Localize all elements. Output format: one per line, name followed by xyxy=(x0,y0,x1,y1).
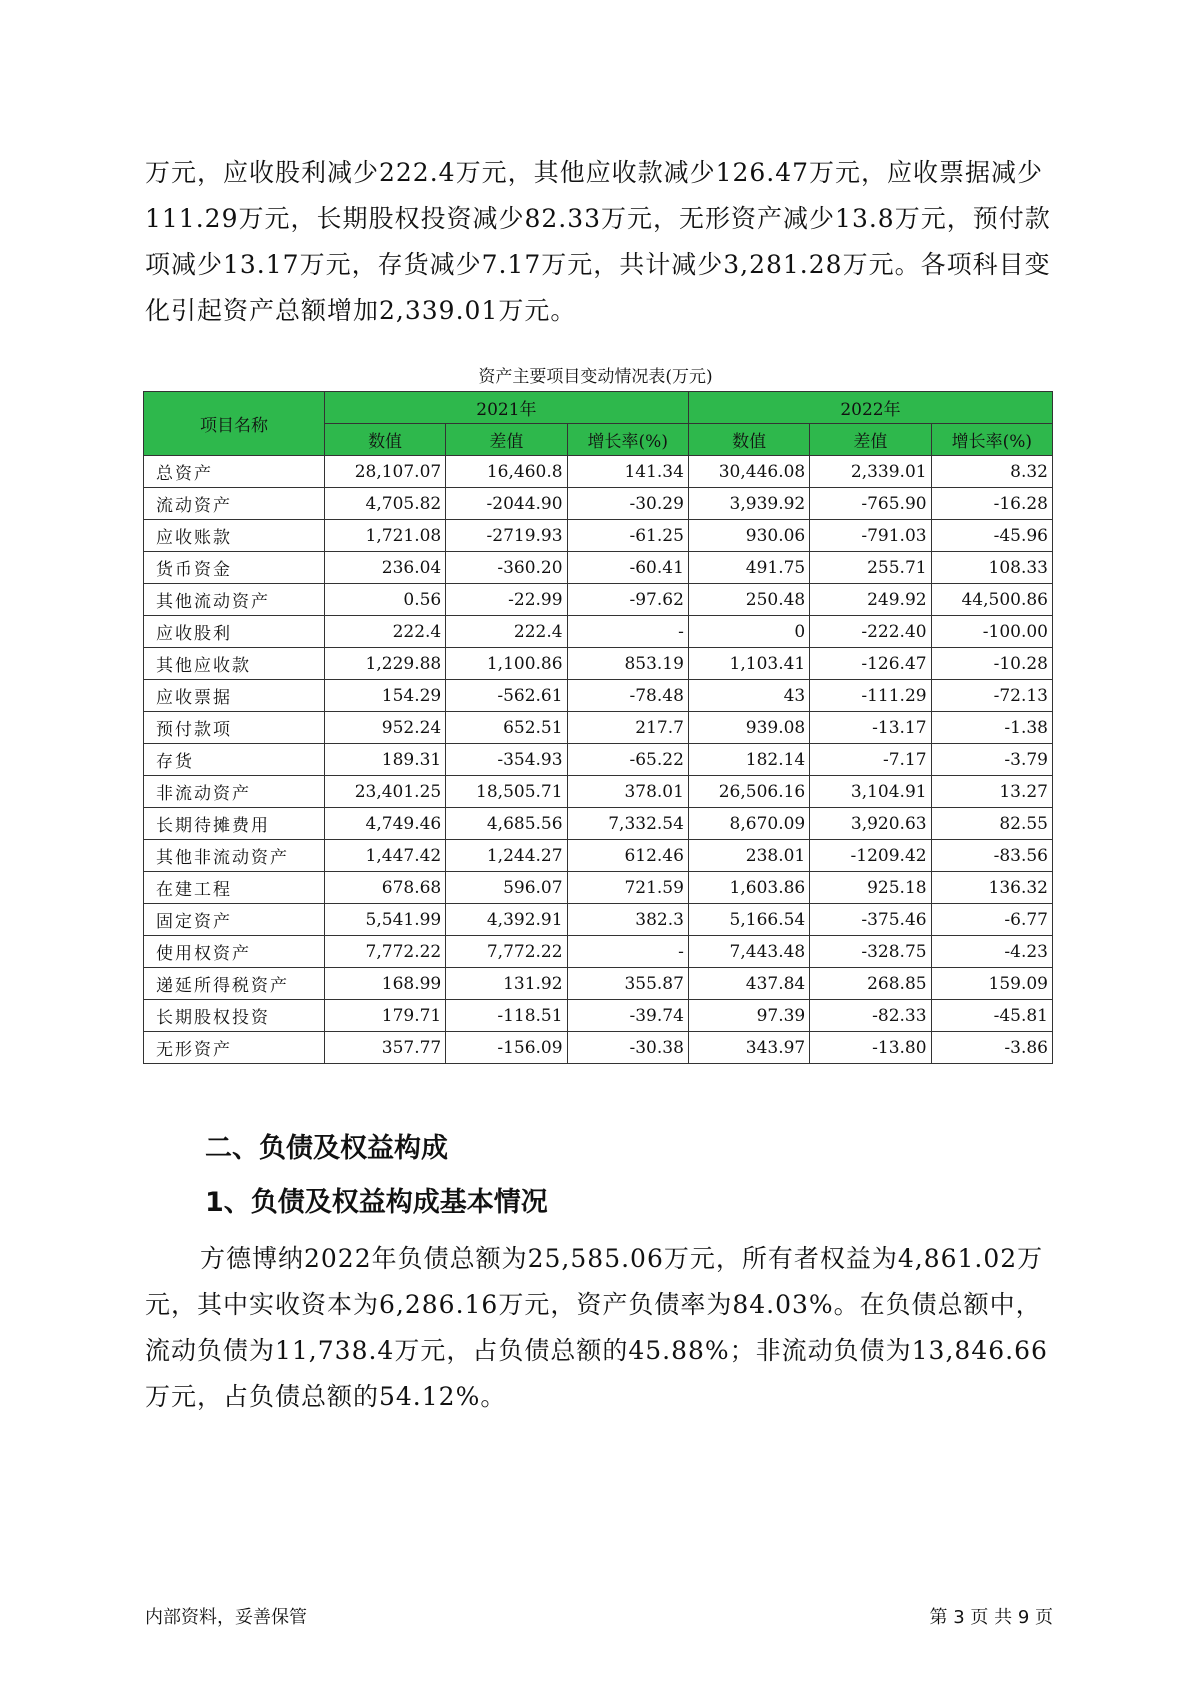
table-cell-value: 179.71 xyxy=(324,1000,445,1032)
section-heading-liabilities: 二、负债及权益构成 xyxy=(205,1133,448,1164)
table-cell-value: -126.47 xyxy=(810,648,931,680)
table-cell-value: -328.75 xyxy=(810,936,931,968)
table-cell-item-name: 存货 xyxy=(144,744,325,776)
table-cell-value: 222.4 xyxy=(324,616,445,648)
table-cell-value: 159.09 xyxy=(931,968,1052,1000)
table-cell-value: -354.93 xyxy=(446,744,567,776)
table-cell-value: 853.19 xyxy=(567,648,688,680)
table-cell-value: 4,685.56 xyxy=(446,808,567,840)
table-cell-value: 30,446.08 xyxy=(688,456,809,488)
table-cell-value: -30.29 xyxy=(567,488,688,520)
table-cell-value: 1,603.86 xyxy=(688,872,809,904)
table-cell-value: -156.09 xyxy=(446,1032,567,1064)
table-cell-value: 378.01 xyxy=(567,776,688,808)
footer-page-number: 第 3 页 共 9 页 xyxy=(929,1607,1053,1628)
table-row xyxy=(144,744,1053,776)
table-cell-value: -791.03 xyxy=(810,520,931,552)
table-cell-value: 182.14 xyxy=(688,744,809,776)
table-cell-value: -222.40 xyxy=(810,616,931,648)
table-cell-value: 136.32 xyxy=(931,872,1052,904)
table-cell-item-name: 总资产 xyxy=(144,456,325,488)
table-cell-item-name: 在建工程 xyxy=(144,872,325,904)
table-row xyxy=(144,680,1053,712)
table-cell-value: -118.51 xyxy=(446,1000,567,1032)
table-cell-value: 3,939.92 xyxy=(688,488,809,520)
table-cell-item-name: 应收票据 xyxy=(144,680,325,712)
table-cell-item-name: 应收股利 xyxy=(144,616,325,648)
header-2021-diff: 差值 xyxy=(446,424,567,456)
table-cell-value: 4,749.46 xyxy=(324,808,445,840)
table-cell-value: - xyxy=(567,616,688,648)
table-cell-value: -1209.42 xyxy=(810,840,931,872)
table-cell-value: 652.51 xyxy=(446,712,567,744)
table-cell-value: 189.31 xyxy=(324,744,445,776)
table-row xyxy=(144,456,1053,488)
table-cell-value: -13.17 xyxy=(810,712,931,744)
table-cell-value: 249.92 xyxy=(810,584,931,616)
table-cell-value: 8.32 xyxy=(931,456,1052,488)
table-cell-value: 925.18 xyxy=(810,872,931,904)
table-cell-value: 343.97 xyxy=(688,1032,809,1064)
table-cell-item-name: 递延所得税资产 xyxy=(144,968,325,1000)
table-cell-value: 596.07 xyxy=(446,872,567,904)
table-cell-value: 131.92 xyxy=(446,968,567,1000)
header-2021-value: 数值 xyxy=(324,424,445,456)
table-cell-value: 236.04 xyxy=(324,552,445,584)
header-2021-growth: 增长率(%) xyxy=(567,424,688,456)
header-item-name: 项目名称 xyxy=(144,392,325,456)
table-row xyxy=(144,808,1053,840)
table-cell-value: -61.25 xyxy=(567,520,688,552)
table-cell-value: 4,392.91 xyxy=(446,904,567,936)
footer-confidential-note: 内部资料，妥善保管 xyxy=(145,1607,307,1628)
table-cell-value: -2719.93 xyxy=(446,520,567,552)
table-row xyxy=(144,584,1053,616)
table-cell-value: -22.99 xyxy=(446,584,567,616)
table-body xyxy=(144,456,1053,1064)
table-caption: 资产主要项目变动情况表(万元) xyxy=(478,367,713,387)
table-cell-value: -562.61 xyxy=(446,680,567,712)
table-cell-value: 491.75 xyxy=(688,552,809,584)
subsection-heading-liabilities-basic: 1、负债及权益构成基本情况 xyxy=(205,1187,548,1218)
table-cell-value: 255.71 xyxy=(810,552,931,584)
table-cell-value: -4.23 xyxy=(931,936,1052,968)
table-cell-item-name: 预付款项 xyxy=(144,712,325,744)
table-row xyxy=(144,776,1053,808)
table-cell-value: 355.87 xyxy=(567,968,688,1000)
table-cell-value: -45.96 xyxy=(931,520,1052,552)
table-cell-item-name: 无形资产 xyxy=(144,1032,325,1064)
table-row xyxy=(144,552,1053,584)
header-year-2022: 2022年 xyxy=(688,392,1052,424)
table-cell-value: 5,541.99 xyxy=(324,904,445,936)
table-cell-value: 82.55 xyxy=(931,808,1052,840)
table-cell-value: 97.39 xyxy=(688,1000,809,1032)
header-2022-diff: 差值 xyxy=(810,424,931,456)
table-cell-value: 3,920.63 xyxy=(810,808,931,840)
table-cell-value: -39.74 xyxy=(567,1000,688,1032)
table-cell-item-name: 其他流动资产 xyxy=(144,584,325,616)
table-cell-value: 44,500.86 xyxy=(931,584,1052,616)
table-row xyxy=(144,904,1053,936)
table-cell-value: -360.20 xyxy=(446,552,567,584)
table-cell-value: 108.33 xyxy=(931,552,1052,584)
table-cell-value: 1,100.86 xyxy=(446,648,567,680)
table-cell-value: 7,332.54 xyxy=(567,808,688,840)
table-cell-value: 43 xyxy=(688,680,809,712)
table-cell-value: 1,721.08 xyxy=(324,520,445,552)
table-cell-value: 939.08 xyxy=(688,712,809,744)
table-cell-value: -7.17 xyxy=(810,744,931,776)
table-cell-value: 437.84 xyxy=(688,968,809,1000)
table-cell-value: 5,166.54 xyxy=(688,904,809,936)
table-cell-item-name: 其他非流动资产 xyxy=(144,840,325,872)
table-cell-item-name: 流动资产 xyxy=(144,488,325,520)
table-cell-item-name: 使用权资产 xyxy=(144,936,325,968)
table-cell-value: -111.29 xyxy=(810,680,931,712)
table-cell-value: -2044.90 xyxy=(446,488,567,520)
table-cell-value: 678.68 xyxy=(324,872,445,904)
table-cell-item-name: 固定资产 xyxy=(144,904,325,936)
table-cell-value: 168.99 xyxy=(324,968,445,1000)
body-paragraph-liabilities: 方德博纳2022年负债总额为25,585.06万元，所有者权益为4,861.02万元，其中实收资本为6,286.16万元，资产负债率为84.03%。在负债总额中，流动负债为11,738.4万元，占负债总额的45.88%；非流动负债为13,846.66万元，占负债总额的54.12%。 xyxy=(145,1244,1048,1411)
table-row xyxy=(144,1032,1053,1064)
table-cell-value: -10.28 xyxy=(931,648,1052,680)
table-cell-item-name: 其他应收款 xyxy=(144,648,325,680)
table-cell-value: 952.24 xyxy=(324,712,445,744)
table-cell-value: 18,505.71 xyxy=(446,776,567,808)
table-cell-value: 222.4 xyxy=(446,616,567,648)
table-row xyxy=(144,712,1053,744)
body-paragraph-assets-summary: 万元，应收股利减少222.4万元，其他应收款减少126.47万元，应收票据减少111.29万元，长期股权投资减少82.33万元，无形资产减少13.8万元，预付款项减少13.17万元，存货减少7.17万元，共计减少3,281.28万元。各项科目变化引起资产总额增加2,339.01万元。 xyxy=(145,158,1051,325)
table-cell-value: -16.28 xyxy=(931,488,1052,520)
table-cell-value: 721.59 xyxy=(567,872,688,904)
table-cell-value: -45.81 xyxy=(931,1000,1052,1032)
header-2022-growth: 增长率(%) xyxy=(931,424,1052,456)
table-cell-value: -30.38 xyxy=(567,1032,688,1064)
table-cell-item-name: 货币资金 xyxy=(144,552,325,584)
table-cell-value: -83.56 xyxy=(931,840,1052,872)
table-cell-value: 3,104.91 xyxy=(810,776,931,808)
table-row xyxy=(144,520,1053,552)
table-cell-value: 7,772.22 xyxy=(324,936,445,968)
table-cell-value: -6.77 xyxy=(931,904,1052,936)
table-row xyxy=(144,616,1053,648)
table-cell-value: 268.85 xyxy=(810,968,931,1000)
table-cell-value: 7,772.22 xyxy=(446,936,567,968)
table-cell-value: 238.01 xyxy=(688,840,809,872)
table-cell-value: - xyxy=(567,936,688,968)
table-cell-item-name: 应收账款 xyxy=(144,520,325,552)
table-cell-value: -60.41 xyxy=(567,552,688,584)
table-cell-item-name: 非流动资产 xyxy=(144,776,325,808)
asset-change-table xyxy=(143,391,1053,1064)
table-row xyxy=(144,968,1053,1000)
table-cell-value: -1.38 xyxy=(931,712,1052,744)
table-cell-value: 0.56 xyxy=(324,584,445,616)
table-cell-item-name: 长期股权投资 xyxy=(144,1000,325,1032)
table-cell-item-name: 长期待摊费用 xyxy=(144,808,325,840)
table-cell-value: 1,103.41 xyxy=(688,648,809,680)
table-cell-value: 217.7 xyxy=(567,712,688,744)
table-cell-value: 930.06 xyxy=(688,520,809,552)
table-cell-value: 2,339.01 xyxy=(810,456,931,488)
table-cell-value: 26,506.16 xyxy=(688,776,809,808)
table-cell-value: 0 xyxy=(688,616,809,648)
table-cell-value: 154.29 xyxy=(324,680,445,712)
table-header-row-years xyxy=(144,392,1053,424)
table-cell-value: 1,447.42 xyxy=(324,840,445,872)
table-cell-value: -3.79 xyxy=(931,744,1052,776)
table-cell-value: -97.62 xyxy=(567,584,688,616)
table-cell-value: 141.34 xyxy=(567,456,688,488)
table-row xyxy=(144,1000,1053,1032)
table-cell-value: -13.80 xyxy=(810,1032,931,1064)
table-cell-value: -765.90 xyxy=(810,488,931,520)
table-cell-value: 357.77 xyxy=(324,1032,445,1064)
table-cell-value: -72.13 xyxy=(931,680,1052,712)
table-cell-value: 250.48 xyxy=(688,584,809,616)
table-cell-value: 1,244.27 xyxy=(446,840,567,872)
table-cell-value: 382.3 xyxy=(567,904,688,936)
table-cell-value: 1,229.88 xyxy=(324,648,445,680)
table-row xyxy=(144,488,1053,520)
table-cell-value: 7,443.48 xyxy=(688,936,809,968)
header-year-2021: 2021年 xyxy=(324,392,688,424)
table-row xyxy=(144,648,1053,680)
table-cell-value: 28,107.07 xyxy=(324,456,445,488)
table-cell-value: 23,401.25 xyxy=(324,776,445,808)
table-cell-value: -78.48 xyxy=(567,680,688,712)
table-cell-value: -82.33 xyxy=(810,1000,931,1032)
table-cell-value: -100.00 xyxy=(931,616,1052,648)
table-cell-value: -375.46 xyxy=(810,904,931,936)
table-row xyxy=(144,872,1053,904)
table-cell-value: 612.46 xyxy=(567,840,688,872)
table-cell-value: 13.27 xyxy=(931,776,1052,808)
header-2022-value: 数值 xyxy=(688,424,809,456)
table-cell-value: 16,460.8 xyxy=(446,456,567,488)
table-cell-value: 8,670.09 xyxy=(688,808,809,840)
table-cell-value: -65.22 xyxy=(567,744,688,776)
table-cell-value: -3.86 xyxy=(931,1032,1052,1064)
table-cell-value: 4,705.82 xyxy=(324,488,445,520)
table-row xyxy=(144,936,1053,968)
table-row xyxy=(144,840,1053,872)
